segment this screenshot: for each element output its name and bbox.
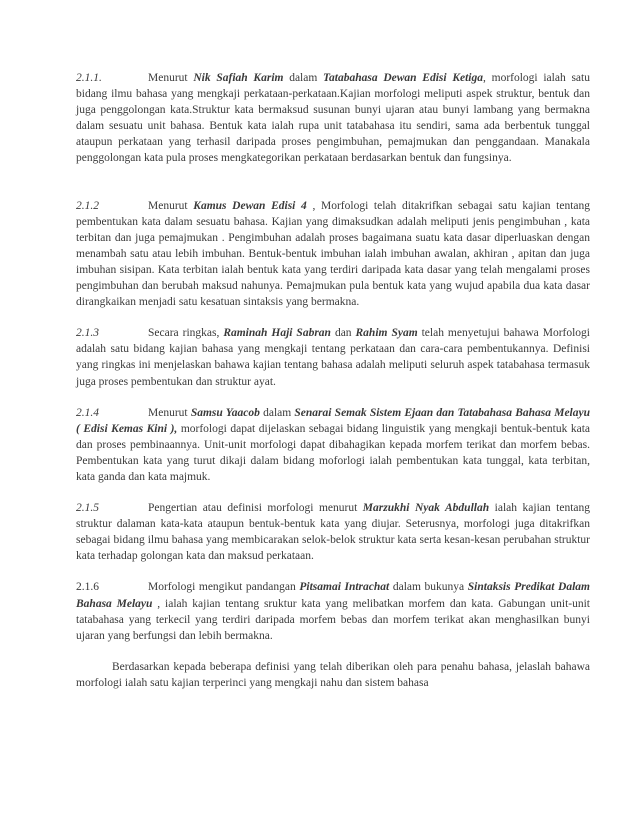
definition-paragraph-2-1-3: 2.1.3 Secara ringkas, Raminah Haji Sabran dan Rahim Syam telah menyetujui bahawa Morfologi adalah satu bidang kajian bahasa yang mengkaji tentang perkataan dan cara-cara pembentukannya. Definisi yang ringkas ini menjelaskan bahawa kajian tentang bahasa adalah meliputi seluruh aspek tatabahasa termasuk juga proses pembentukan dan struktur ayat. [76,327,590,388]
author-name: Raminah Haji Sabran [223,327,331,340]
author-name: Marzukhi Nyak Abdullah [362,502,490,515]
section-number: 2.1.4 [76,406,99,419]
definition-paragraph-2-1-5: 2.1.5 Pengertian atau definisi morfologi menurut Marzukhi Nyak Abdullah ialah kajian tentang struktur dalaman kata-kata ataupun bentuk-bentuk kata yang diujar. Seterusnya, morfologi juga ditakrifkan sebagai bidang ilmu bahasa yang membicarakan selok-belok struktur kata serta kesan-kesan perubahan struktur kata terhadap golongan kata dan maksud perkataan. [76,502,590,563]
definition-paragraph-2-1-2: 2.1.2 Menurut Kamus Dewan Edisi 4 , Morfologi telah ditakrifkan sebagai satu kajian tentang pembentukan kata dalam sesuatu bahasa. Kajian yang dimaksudkan adalah meliputi jenis pengimbuhan , kata terbitan dan juga pemajmukan . Pengimbuhan adalah proses bagaimana suatu kata dasar diperluaskan dengan menambah satu atau lebih imbuhan. Bentuk-bentuk imbuhan ialah imbuhan awalan, akhiran , apitan dan juga imbuhan sisipan. Kata terbitan ialah bentuk kata yang terdiri daripada kata dasar yang telah mengalami proses pengimbuhan dan berubah maksud nahunya. Pemajmukan pula bentuk kata yang wujud apabila dua kata dasar dirangkaikan menjadi satu kesatuan sintaksis yang bermakna. [76,199,591,309]
book-title: Tatabahasa Dewan Edisi Ketiga [323,72,483,84]
author-name: Pitsamai Intrachat [299,581,390,594]
book-title: Senarai Semak Sistem Ejaan dan Tatabahasa Bahasa Melayu ( Edisi Kemas Kini ), [76,406,590,435]
section-number: 2.1.1. [76,72,102,84]
book-title: Sintaksis Predikat Dalam Bahasa Melayu [76,581,590,610]
closing-paragraph: Berdasarkan kepada beberapa definisi yang telah diberikan oleh para penahu bahasa, jelaslah bahawa morfologi ialah satu kajian terperinci yang mengkaji nahu dan sistem bahasa [76,660,590,689]
definition-paragraph-2-1-6: 2.1.6 Morfologi mengikut pandangan Pitsamai Intrachat dalam bukunya Sintaksis Predikat Dalam Bahasa Melayu , ialah kajian tentang sruktur kata yang melibatkan morfem dan kata. Gabungan unit-unit tatabahasa yang terkecil yang terdiri daripada morfem bebas dan morfem terikat akan menghasilkan bunyi ujaran yang berfungsi dan lebih bermakna. [76,581,590,642]
definition-paragraph-2-1-1: 2.1.1. Menurut Nik Safiah Karim dalam Tatabahasa Dewan Edisi Ketiga, morfologi ialah satu bidang ilmu bahasa yang mengkaji perkataan-perkataan.Kajian morfologi meliputi aspek struktur, bentuk dan juga penggolongan kata.Struktur kata bermaksud susunan bunyi ujaran atau bunyi lambang yang bermakna dalam sesuatu unit bahasa. Bentuk kata ialah rupa unit tatabahasa itu sendiri, sama ada berbentuk tunggal ataupun perkataan yang terhasil daripada proses pengimbuhan, pemajmukan dan penggandaan. Manakala penggolongan kata pula proses mengkategorikan perkataan berdasarkan bentuk dan fungsinya. [76,72,590,165]
definition-paragraph-2-1-4: 2.1.4 Menurut Samsu Yaacob dalam Senarai Semak Sistem Ejaan dan Tatabahasa Bahasa Melayu ( Edisi Kemas Kini ), morfologi dapat dijelaskan sebagai bidang linguistik yang mengkaji bentuk-bentuk kata dan proses pembinaannya. Unit-unit morfologi dapat dibahagikan kepada morfem terikat dan morfem bebas. Pembentukan kata yang turut dikaji dalam bidang moforlogi ialah pembentukan kata tunggal, kata terbitan, kata ganda dan kata majmuk. [76,406,590,483]
author-name: Nik Safiah Karim [193,72,284,84]
book-title: Kamus Dewan Edisi 4 [193,199,307,212]
section-number: 2.1.5 [76,502,99,515]
section-number: 2.1.3 [76,327,99,340]
author-name: Rahim Syam [355,327,418,340]
document-body [76,70,590,691]
section-number: 2.1.2 [76,199,99,212]
author-name: Samsu Yaacob [190,406,260,419]
section-number: 2.1.6 [76,581,99,594]
